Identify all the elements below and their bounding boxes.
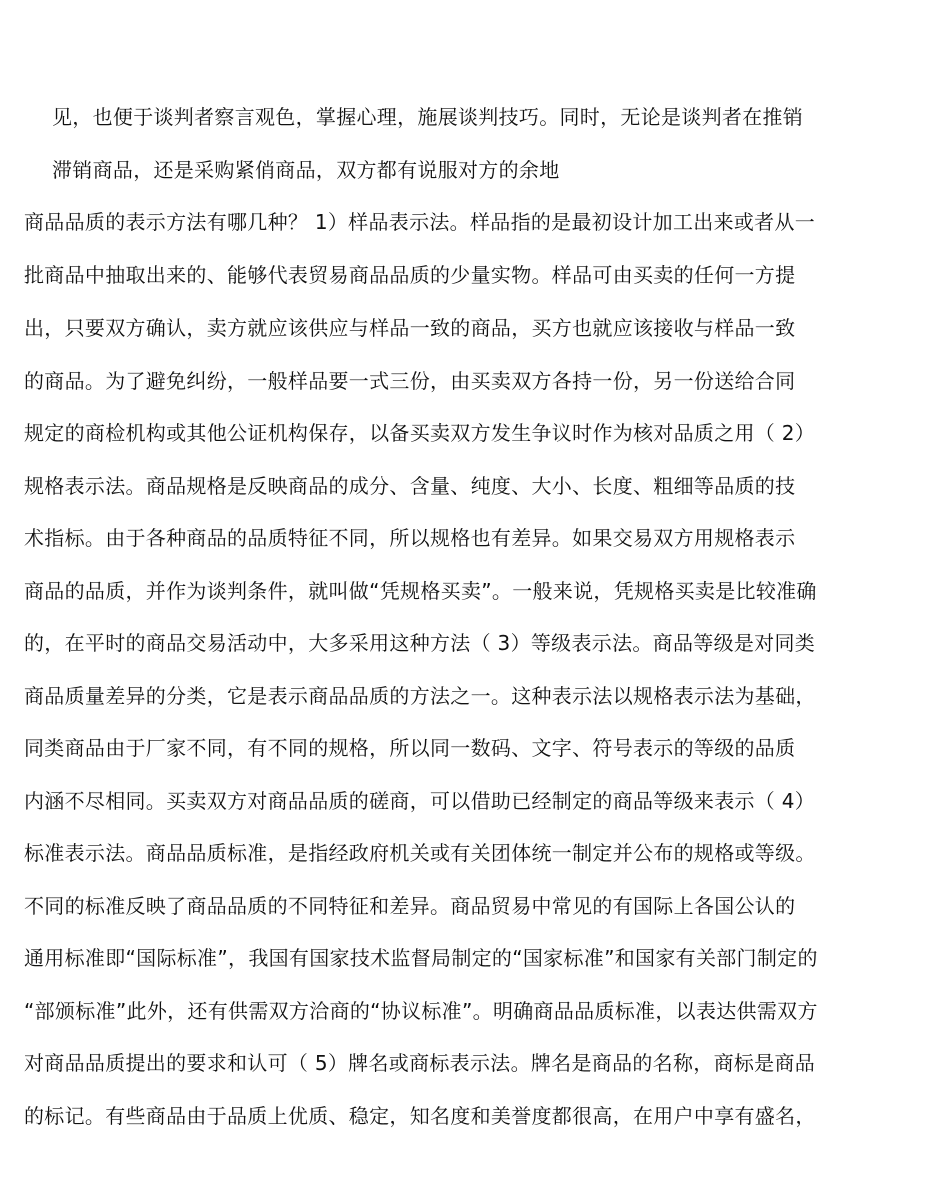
- text-line: 滞销商品，还是采购紧俏商品，双方都有说服对方的余地: [52, 158, 560, 182]
- text-line: 规格表示法。商品规格是反映商品的成分、含量、纯度、大小、长度、粗细等品质的技: [24, 474, 796, 498]
- text-line: 不同的标准反映了商品品质的不同特征和差异。商品贸易中常见的有国际上各国公认的: [24, 894, 796, 918]
- text-line: 出，只要双方确认，卖方就应该供应与样品一致的商品，买方也就应该接收与样品一致: [24, 316, 796, 340]
- text-line: 同类商品由于厂家不同，有不同的规格，所以同一数码、文字、符号表示的等级的品质: [24, 736, 796, 760]
- text-line: 商品品质的表示方法有哪几种？ 1）样品表示法。样品指的是最初设计加工出来或者从一: [24, 210, 816, 234]
- text-line: 见，也便于谈判者察言观色，掌握心理，施展谈判技巧。同时，无论是谈判者在推销: [52, 105, 804, 129]
- text-line: 商品质量差异的分类，它是表示商品品质的方法之一。这种表示法以规格表示法为基础，: [24, 684, 816, 708]
- text-line: 术指标。由于各种商品的品质特征不同，所以规格也有差异。如果交易双方用规格表示: [24, 526, 796, 550]
- text-line: 批商品中抽取出来的、能够代表贸易商品品质的少量实物。样品可由买卖的任何一方提: [24, 263, 796, 287]
- text-line: 标准表示法。商品品质标准，是指经政府机关或有关团体统一制定并公布的规格或等级。: [24, 841, 816, 865]
- text-line: 商品的品质，并作为谈判条件，就叫做“凭规格买卖”。一般来说，凭规格买卖是比较准确: [24, 579, 817, 603]
- text-line: 的商品。为了避免纠纷，一般样品要一式三份，由买卖双方各持一份，另一份送给合同: [24, 369, 796, 393]
- text-line: 内涵不尽相同。买卖双方对商品品质的磋商，可以借助已经制定的商品等级来表示（ 4）: [24, 789, 816, 813]
- text-line: 对商品品质提出的要求和认可（ 5）牌名或商标表示法。牌名是商品的名称，商标是商品: [24, 1051, 816, 1075]
- text-line: 的，在平时的商品交易活动中，大多采用这种方法（ 3）等级表示法。商品等级是对同类: [24, 631, 816, 655]
- text-line: 通用标准即“国际标准”，我国有国家技术监督局制定的“国家标准”和国家有关部门制定的: [24, 946, 818, 970]
- text-line: 规定的商检机构或其他公证机构保存，以备买卖双方发生争议时作为核对品质之用（ 2）: [24, 421, 816, 445]
- text-line: 的标记。有些商品由于品质上优质、稳定，知名度和美誉度都很高，在用户中享有盛名，: [24, 1104, 816, 1128]
- text-line: “部颁标准”此外，还有供需双方洽商的“协议标准”。明确商品品质标准，以表达供需双方: [24, 999, 818, 1023]
